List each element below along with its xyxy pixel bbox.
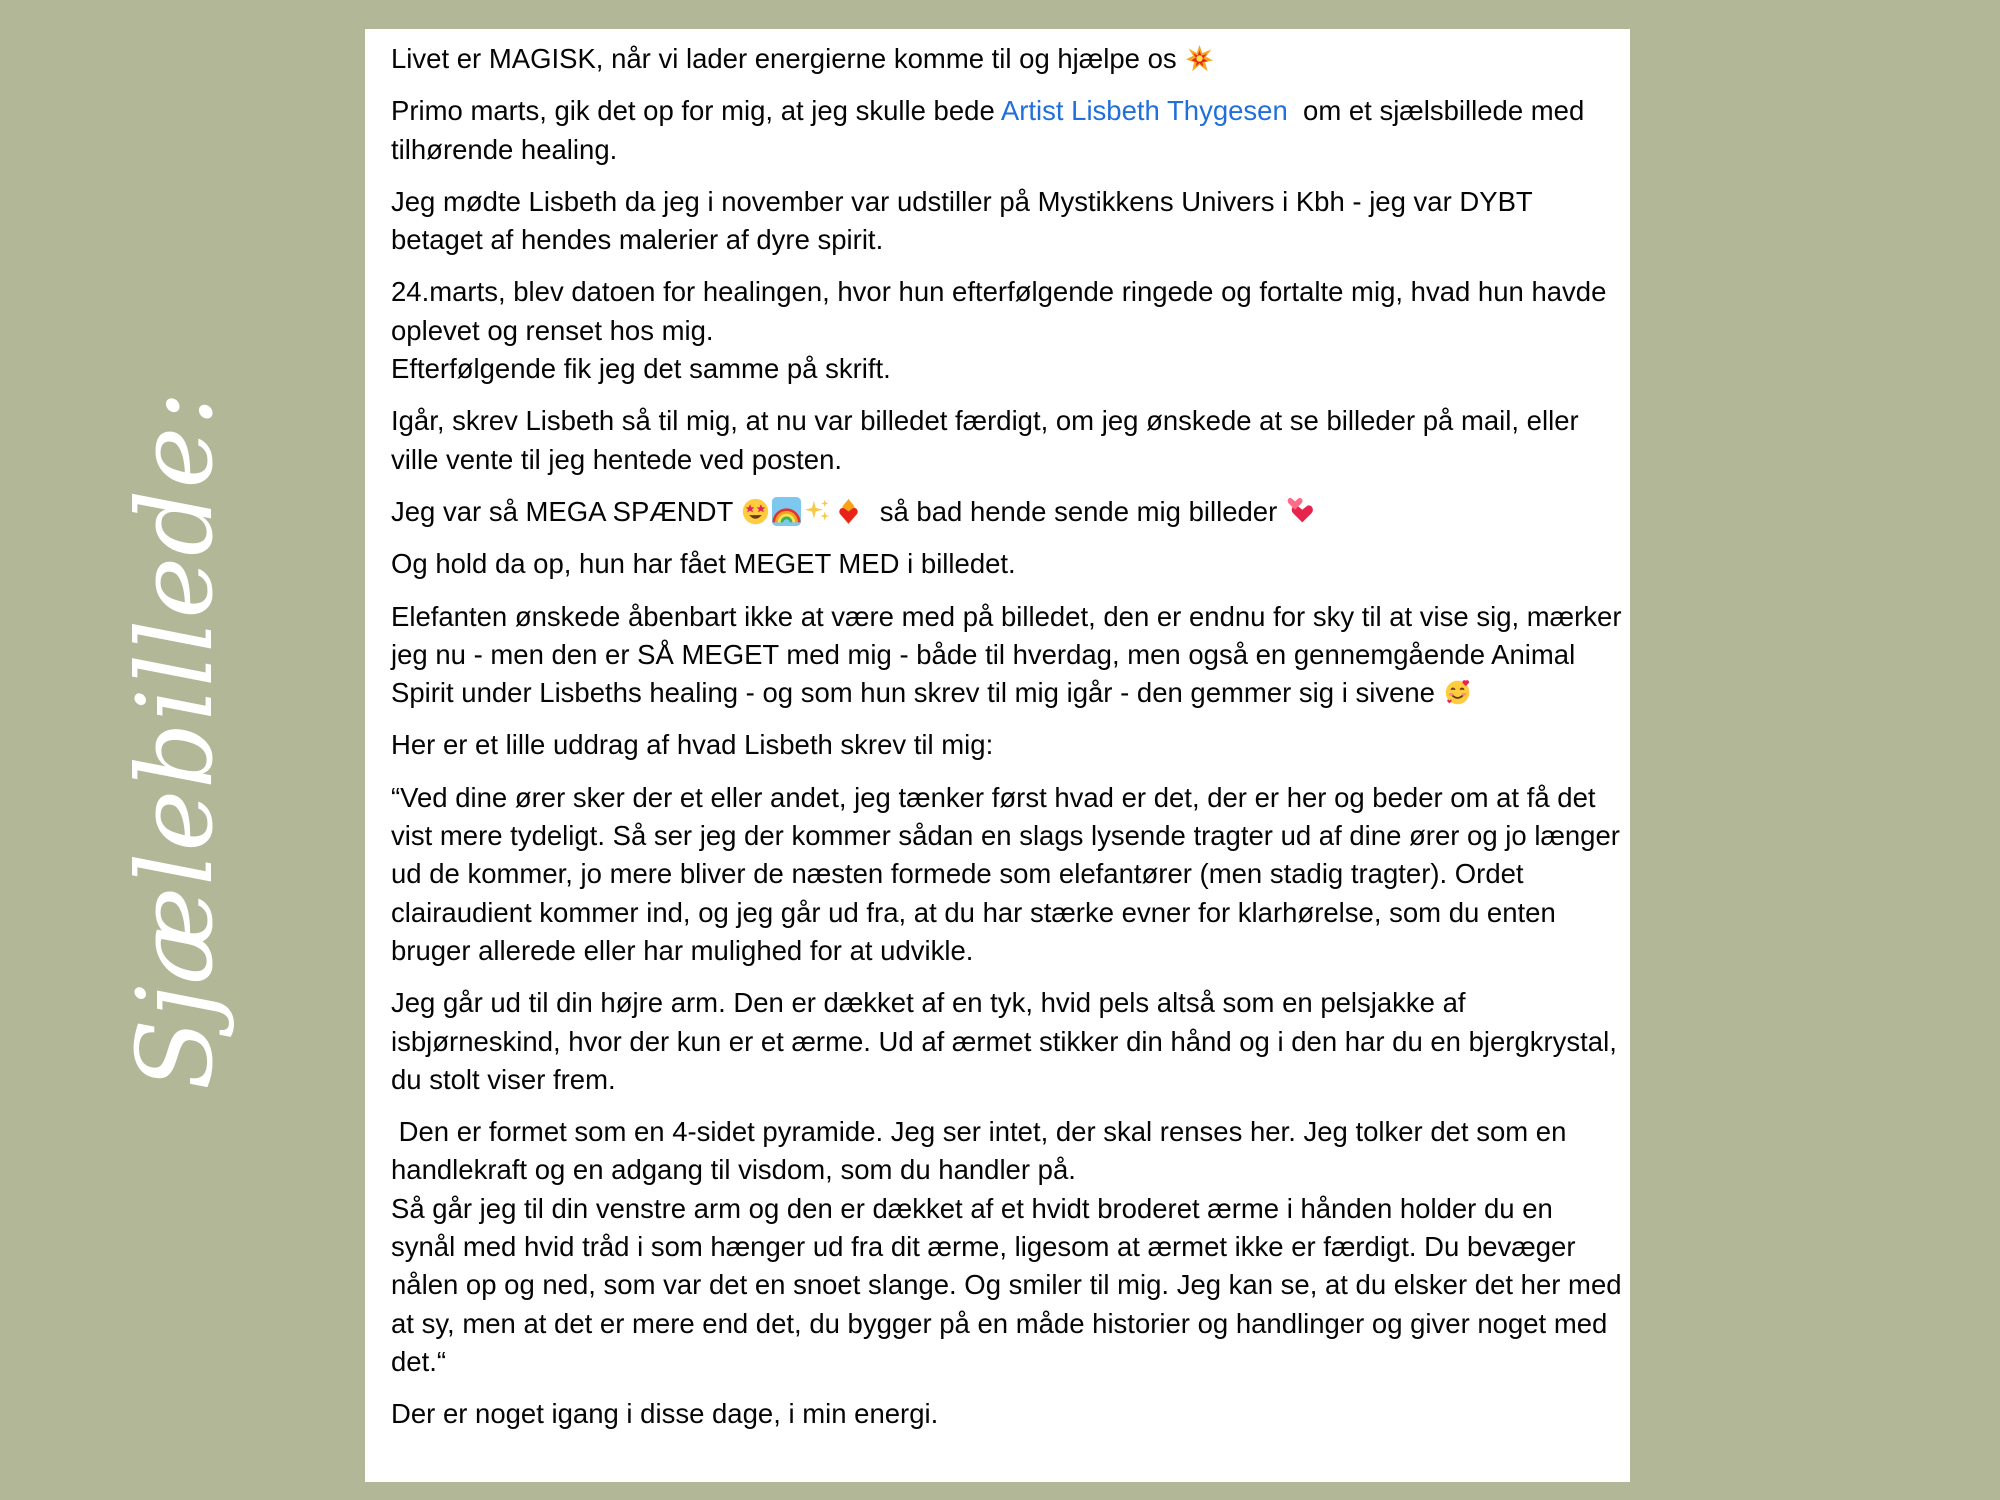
post-paragraph-12: Den er formet som en 4-sidet pyramide. Jeg ser intet, der skal renses her. Jeg tolker det som en handlekraft og en adgang til visdom, som du handler på. Så går jeg til din venstre arm og den er dækket af et hvidt broderet ærme i hånden holder du en synål med hvid tråd i som hænger ud fra dit ærme, ligesom at ærmet ikke er færdigt. Du bevæger nålen op og ned, som var det en snoet slange. Og smiler til mig. Jeg kan se, at du elsker det her med at sy, men at det er mere end det, du bygger på en måde historier og handlinger og giver noget med det.“ <box>391 1116 1622 1377</box>
post-paragraph-7: Og hold da op, hun har fået MEGET MED i billedet. <box>391 548 1016 580</box>
post-paragraph-8 <box>391 598 1630 713</box>
post-paragraph-2 <box>391 92 1622 169</box>
post-paragraph-6 <box>391 493 1622 531</box>
post-body <box>391 40 1630 1434</box>
paragraph-text: Livet er MAGISK, når vi lader energierne komme til og hjælpe os <box>391 43 1185 74</box>
mention-link[interactable]: Artist Lisbeth Thygesen <box>1000 95 1288 127</box>
paragraph-text: Elefanten ønskede åbenbart ikke at være med på billedet, den er endnu for sky til at vise sig, mærker jeg nu - men den er SÅ MEGET med mig - både til hverdag, men også en gennemgående Animal Spirit under Lisbeths healing - og som hun skrev til mig igår - den gemmer sig i sivene <box>391 600 1630 709</box>
post-paragraph-1 <box>391 40 1622 78</box>
post-panel <box>365 29 1630 1482</box>
post-paragraph-4: 24.marts, blev datoen for healingen, hvor hun efterfølgende ringede og fortalte mig, hvad hun havde oplevet og renset hos mig. Efterfølgende fik jeg det samme på skrift. <box>391 276 1607 385</box>
star-struck-emoji <box>741 497 770 526</box>
rainbow-emoji <box>772 497 801 526</box>
post-paragraph-9: Her er et lille uddrag af hvad Lisbeth skrev til mig: <box>391 729 994 761</box>
smiling-face-with-hearts-emoji <box>1444 678 1473 707</box>
post-paragraph-11: Jeg går ud til din højre arm. Den er dækket af en tyk, hvid pels altså som en pelsjakke af isbjørneskind, hvor der kun er et ærme. Ud af ærmet stikker din hånd og i den har du en bjergkrystal, du stolt viser frem. <box>391 987 1625 1095</box>
paragraph-text: så bad hende sende mig billeder <box>864 495 1285 527</box>
side-title: Sjælebillede: <box>114 389 236 1091</box>
two-hearts-emoji <box>1286 497 1315 526</box>
post-paragraph-5: Igår, skrev Lisbeth så til mig, at nu var billedet færdigt, om jeg ønskede at se billeder på mail, eller ville vente til jeg hentede ved posten. <box>391 405 1587 475</box>
paragraph-text: Jeg var så MEGA SPÆNDT <box>391 495 741 527</box>
heart-on-fire-emoji <box>834 497 863 526</box>
post-paragraph-10: “Ved dine ører sker der et eller andet, jeg tænker først hvad er det, der er her og beder om at få det vist mere tydeligt. Så ser jeg der kommer sådan en slags lysende tragter ud af dine ører og jo længer ud de kommer, jo mere bliver de næsten formede som elefantører (men stadig tragter). Ordet clairaudient kommer ind, og jeg går ud fra, at du har stærke evner for klarhørelse, som du enten bruger allerede eller har mulighed for at udvikle. <box>391 781 1628 966</box>
paragraph-text: om et sjælsbillede med tilhørende healing. <box>391 95 1592 165</box>
post-paragraph-13: Der er noget igang i disse dage, i min energi. <box>391 1398 939 1430</box>
collision-emoji <box>1185 44 1214 73</box>
sparkles-emoji <box>803 497 832 526</box>
paragraph-text: Primo marts, gik det op for mig, at jeg skulle bede <box>391 95 1001 127</box>
post-paragraph-3: Jeg mødte Lisbeth da jeg i november var udstiller på Mystikkens Univers i Kbh - jeg var DYBT betaget af hendes malerier af dyre spirit. <box>391 185 1540 256</box>
